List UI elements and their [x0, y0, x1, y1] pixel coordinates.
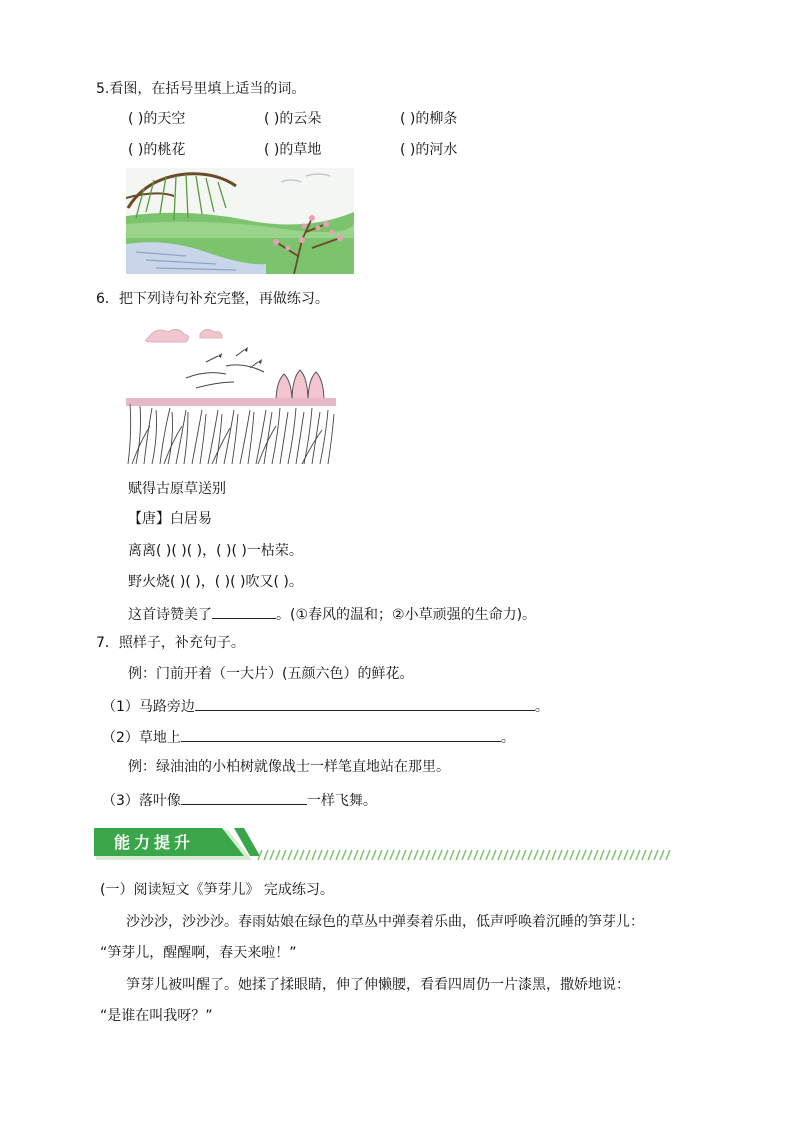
praise-answer-blank[interactable] [212, 604, 276, 619]
reading-title: (一）阅读短文《笋芽儿》 完成练习。 [100, 882, 334, 898]
q5-blank-grass: ( )的草地 [264, 142, 322, 158]
q7-item-3-label: （3）落叶像 [102, 793, 181, 809]
poem-praise-line [128, 604, 536, 624]
q7-item-1-blank[interactable] [195, 696, 535, 711]
q7-item-3 [102, 790, 377, 810]
q5-blank-river: ( )的河水 [400, 142, 458, 158]
banner-label: 能力提升 [114, 833, 195, 852]
poem-line-2: 野火烧( )( )，( )( )吹又( )。 [128, 574, 303, 590]
poem-title: 赋得古原草送别 [128, 481, 226, 497]
q7-example-2: 例：绿油油的小柏树就像战士一样笔直地站在那里。 [128, 759, 450, 775]
reading-paragraph-1-quote: “笋芽儿，醒醒啊，春天来啦！” [100, 945, 297, 961]
q7-example-1: 例：门前开着（一大片）(五颜六色）的鲜花。 [128, 666, 414, 682]
q7-item-1-label: （1）马路旁边 [102, 699, 195, 715]
q7-item-1 [102, 696, 549, 716]
q7-item-2-label: （2）草地上 [102, 730, 181, 746]
poem-author: 【唐】白居易 [128, 511, 212, 527]
q6-title: 6．把下列诗句补充完整，再做练习。 [96, 291, 329, 307]
praise-options: 。(①春风的温和；②小草顽强的生命力)。 [276, 607, 537, 623]
section-banner [94, 826, 678, 866]
q7-item-2-blank[interactable] [181, 727, 501, 742]
q5-blank-willow: ( )的柳条 [400, 111, 458, 127]
q7-item-3-blank[interactable] [181, 790, 307, 805]
spring-scene-illustration [126, 168, 354, 274]
grassland-illustration [126, 322, 336, 466]
reading-paragraph-2-quote: “是谁在叫我呀？” [100, 1008, 213, 1024]
poem-line-1: 离离( )( )( )，( )( )一枯荣。 [128, 543, 303, 559]
praise-prefix: 这首诗赞美了 [128, 607, 212, 623]
reading-paragraph-2: 笋芽儿被叫醒了。她揉了揉眼睛，伸了伸懒腰，看看四周仍一片漆黑，撒娇地说： [126, 977, 630, 993]
q5-blank-cloud: ( )的云朵 [264, 111, 322, 127]
q5-blank-peach: ( )的桃花 [128, 142, 186, 158]
q7-item-3-end: 一样飞舞。 [306, 793, 377, 809]
reading-paragraph-1: 沙沙沙，沙沙沙。春雨姑娘在绿色的草丛中弹奏着乐曲，低声呼唤着沉睡的笋芽儿： [126, 914, 644, 930]
q7-title: 7．照样子，补充句子。 [96, 635, 245, 651]
q7-item-1-end: 。 [534, 699, 549, 715]
q5-title: 5.看图，在括号里填上适当的词。 [96, 81, 306, 97]
q7-item-2-end: 。 [500, 730, 515, 746]
q5-blank-sky: ( )的天空 [128, 111, 186, 127]
q7-item-2 [102, 727, 515, 747]
